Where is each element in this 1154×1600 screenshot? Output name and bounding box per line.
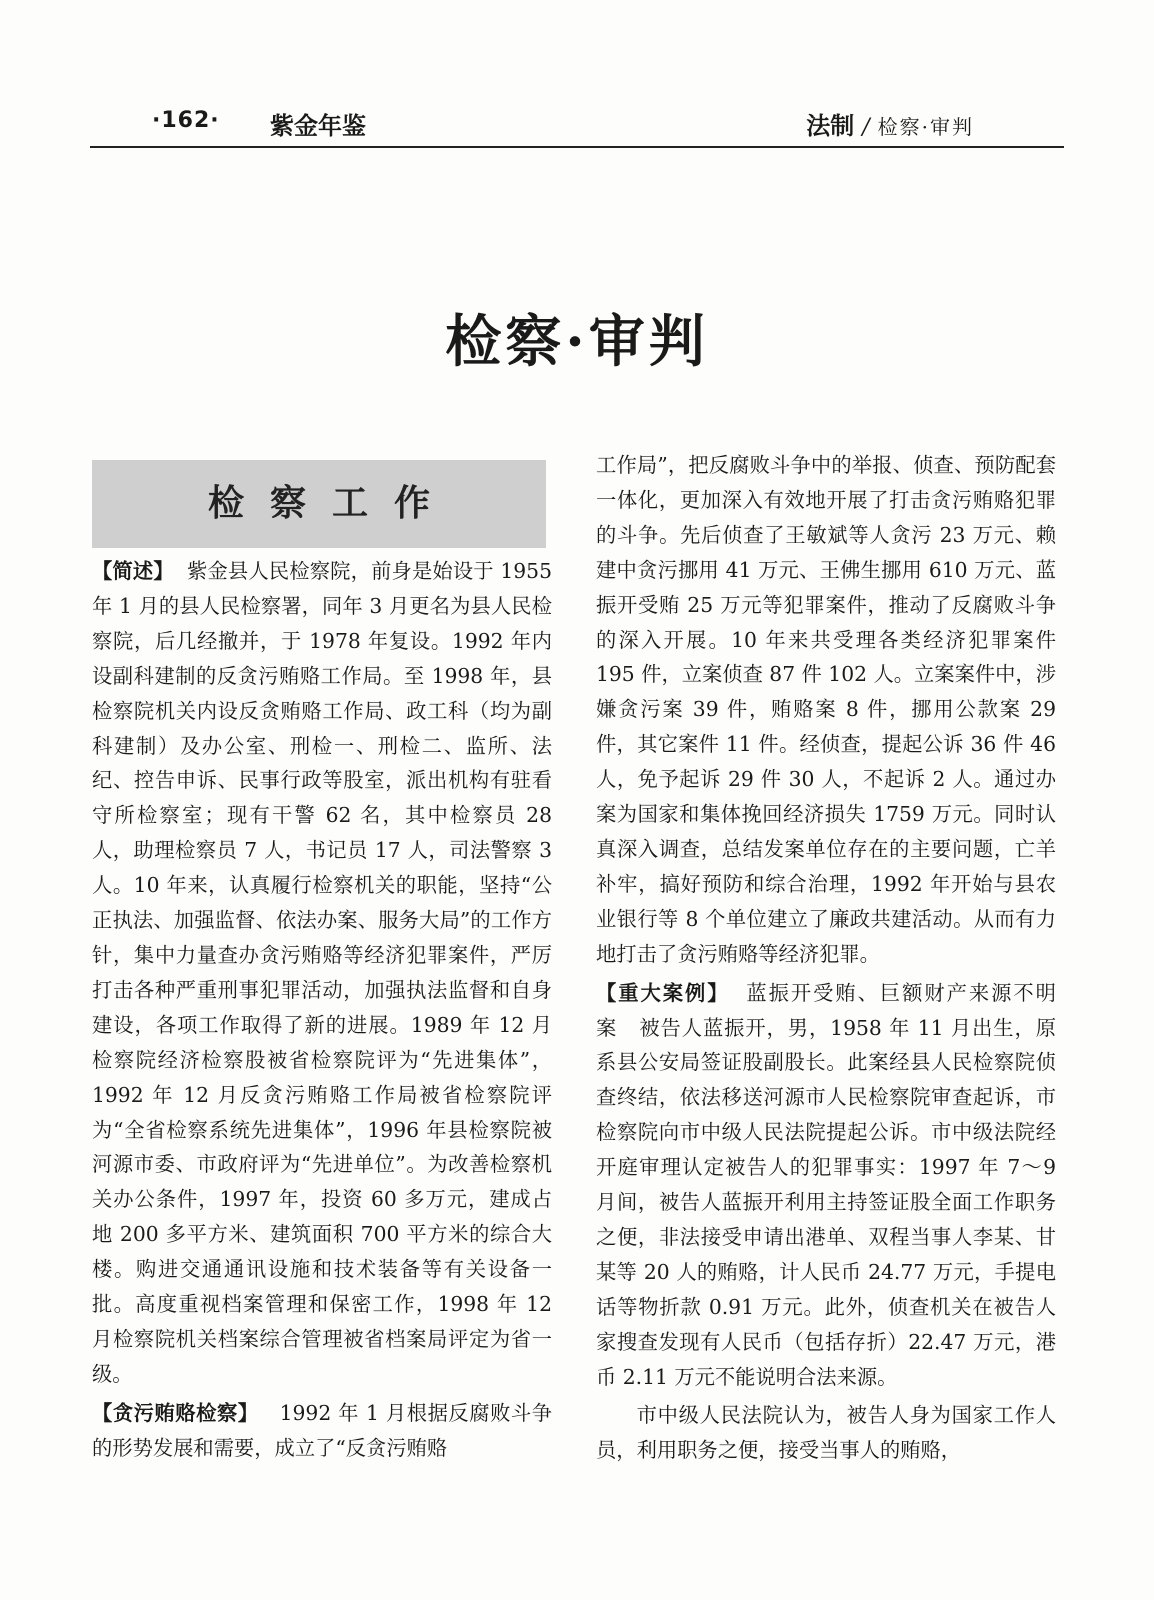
major-case-tag: 【重大案例】 — [596, 980, 730, 1005]
corruption-text: 1992 年 1 月根据反腐败斗争的形势发展和需要，成立了“反贪污贿赂 — [92, 1400, 552, 1460]
section-minor: 检察·审判 — [877, 115, 974, 139]
corruption-paragraph — [92, 1396, 552, 1466]
court-ruling-paragraph — [596, 1398, 1056, 1468]
corruption-continued-paragraph — [596, 448, 1056, 972]
major-case-paragraph — [596, 976, 1056, 1395]
section-major: 法制 — [806, 112, 855, 140]
page-number: ·162· — [152, 108, 220, 133]
section-path — [806, 106, 974, 141]
book-title: 紫金年鉴 — [270, 112, 366, 140]
corruption-continued-text: 工作局”，把反腐败斗争中的举报、侦查、预防配套一体化，更加深入有效地开展了打击贪污贿赂犯罪的斗争。先后侦查了王敏斌等人贪污 23 万元、赖建中贪污挪用 41 万元、王佛生挪用 610 万元、蓝振开受贿 25 万元等犯罪案件，推动了反腐败斗争的深入开展。10 年来共受理各类经济犯罪案件 195 件，立案侦查 87 件 102 人。立案案件中，涉嫌贪污案 39 件，贿赂案 8 件，挪用公款案 29 件，其它案件 11 件。经侦查，提起公诉 36 件 46 人，免予起诉 29 件 30 人，不起诉 2 人。通过办案为国家和集体挽回经济损失 1759 万元。同时认真深入调查，总结发案单位存在的主要问题，亡羊补牢，搞好预防和综合治理，1992 年开始与县农业银行等 8 个单位建立了廉政共建活动。从而有力地打击了贪污贿赂等经济犯罪。 — [596, 453, 1056, 966]
left-column — [92, 448, 552, 1466]
overview-paragraph — [92, 554, 552, 1392]
section-separator: / — [862, 115, 870, 140]
chapter-title: 检察·审判 — [445, 309, 709, 375]
section-banner: 检察工作 — [92, 460, 546, 548]
running-header — [90, 104, 1064, 148]
corruption-tag: 【贪污贿赂检察】 — [92, 1400, 259, 1425]
right-column — [596, 448, 1056, 1468]
court-ruling-text: 市中级人民法院认为，被告人身为国家工作人员，利用职务之便，接受当事人的贿赂， — [596, 1403, 1056, 1463]
overview-tag: 【简述】 — [92, 559, 174, 583]
major-case-text: 被告人蓝振开，男，1958 年 11 月出生，原系县公安局签证股副股长。此案经县人民检察院侦查终结，依法移送河源市人民检察院审查起诉，市检察院向市中级人民法院提起公诉。市中级法院经开庭审理认定被告人的犯罪事实：1997 年 7～9 月间，被告人蓝振开利用主持签证股全面工作职务之便，非法接受申请出港单、双程当事人李某、甘某等 20 人的贿赂，计人民币 24.77 万元，手提电话等物折款 0.91 万元。此外，侦查机关在被告人家搜查发现有人民币（包括存折）22.47 万元，港币 2.11 万元不能说明合法来源。 — [596, 1015, 1056, 1389]
overview-text: 紫金县人民检察院，前身是始设于 1955 年 1 月的县人民检察署，同年 3 月更名为县人民检察院，后几经撤并，于 1978 年复设。1992 年内设副科建制的反贪污贿赂工作局。至 1998 年，县检察院机关内设反贪贿赂工作局、政工科（均为副科建制）及办公室、刑检一、刑检二、监所、法纪、控告申诉、民事行政等股室，派出机构有驻看守所检察室；现有干警 62 名，其中检察员 28 人，助理检察员 7 人，书记员 17 人，司法警察 3 人。10 年来，认真履行检察机关的职能，坚持“公正执法、加强监督、依法办案、服务大局”的工作方针，集中力量查办贪污贿赂等经济犯罪案件，严厉打击各种严重刑事犯罪活动，加强执法监督和自身建设，各项工作取得了新的进展。1989 年 12 月检察院经济检察股被省检察院评为“先进集体”，1992 年 12 月反贪污贿赂工作局被省检察院评为“全省检察系统先进集体”，1996 年县检察院被河源市委、市政府评为“先进单位”。为改善检察机关办公条件，1997 年，投资 60 多万元，建成占地 200 多平方米、建筑面积 700 平方米的综合大楼。购进交通通讯设施和技术装备等有关设备一批。高度重视档案管理和保密工作，1998 年 12 月检察院机关档案综合管理被省档案局评定为省一级。 — [92, 559, 552, 1386]
case-title: 蓝振开受贿、巨额财产来源不明案 — [596, 980, 1056, 1040]
